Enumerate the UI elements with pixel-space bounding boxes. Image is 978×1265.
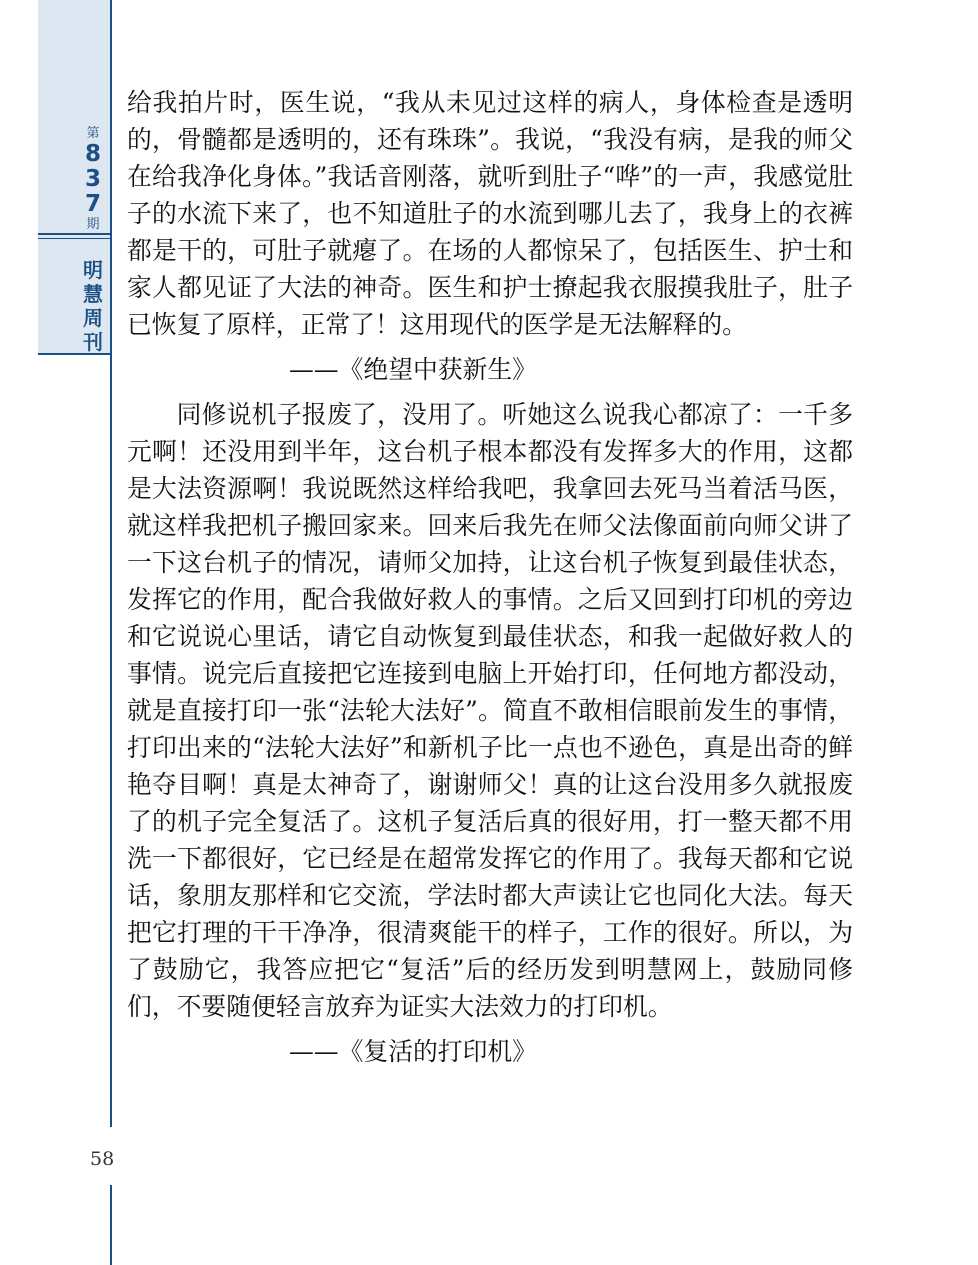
passage-source: ——《复活的打印机》: [289, 1037, 537, 1066]
publication-char: 周: [83, 306, 103, 330]
issue-digit: 8: [84, 141, 101, 167]
issue-digit: 7: [84, 191, 101, 217]
publication-char: 刊: [83, 330, 103, 354]
issue-prefix: 第: [86, 126, 100, 141]
issue-suffix: 期: [86, 217, 100, 232]
passage-paragraph: 同修说机子报废了，没用了。听她这么说我心都凉了：一千多元啊！还没用到半年，这台机子根本都没有发挥多大的作用，这都是大法资源啊！我说既然这样给我吧，我拿回去死马当着活马医，就这样我把机子搬回家来。回来后我先在师父法像面前向师父讲了一下这台机子的情况，请师父加持，让这台机子恢复到最佳状态，发挥它的作用，配合我做好救人的事情。之后又回到打印机的旁边和它说说心里话，请它自动恢复到最佳状态，和我一起做好救人的事情。说完后直接把它连接到电脑上开始打印，任何地方都没动，就是直接打印一张“法轮大法好”。简直不敢相信眼前发生的事情，打印出来的“法轮大法好”和新机子比一点也不逊色，真是出奇的鲜艳夺目啊！真是太神奇了，谢谢师父！真的让这台没用多久就报废了的机子完全复活了。这机子复活后真的很好用，打一整天都不用洗一下都很好，它已经是在超常发挥它的作用了。我每天都和它说话，象朋友那样和它交流，学法时都大声读让它也同化大法。每天把它打理的干干净净，很清爽能干的样子，工作的很好。所以，为了鼓励它，我答应把它“复活”后的经历发到明慧网上，鼓励同修们，不要随便轻言放弃为证实大法效力的打印机。: [127, 400, 853, 1021]
issue-number: [76, 126, 110, 233]
tab-divider-thin: [38, 238, 110, 239]
publication-char: 明: [83, 258, 103, 282]
passage-source: ——《绝望中获新生》: [289, 355, 537, 384]
passage-paragraph: 给我拍片时，医生说，“我从未见过这样的病人，身体检查是透明的，骨髓都是透明的，还有珠珠”。我说，“我没有病，是我的师父在给我净化身体。”我话音刚落，就听到肚子“哗”的一声，我感觉肚子的水流下来了，也不知道肚子的水流到哪儿去了，我身上的衣裤都是干的，可肚子就瘪了。在场的人都惊呆了，包括医生、护士和家人都见证了大法的神奇。医生和护士撩起我衣服摸我肚子，肚子已恢复了原样，正常了！这用现代的医学是无法解释的。: [127, 88, 853, 339]
publication-name: [76, 258, 110, 354]
tab-divider: [38, 233, 110, 235]
article-body: [127, 84, 853, 1070]
margin-rule-bottom: [110, 1185, 112, 1265]
issue-digit: 3: [84, 166, 101, 192]
margin-rule-top: [110, 0, 112, 1127]
publication-char: 慧: [83, 282, 103, 306]
page-number: 58: [90, 1148, 115, 1170]
